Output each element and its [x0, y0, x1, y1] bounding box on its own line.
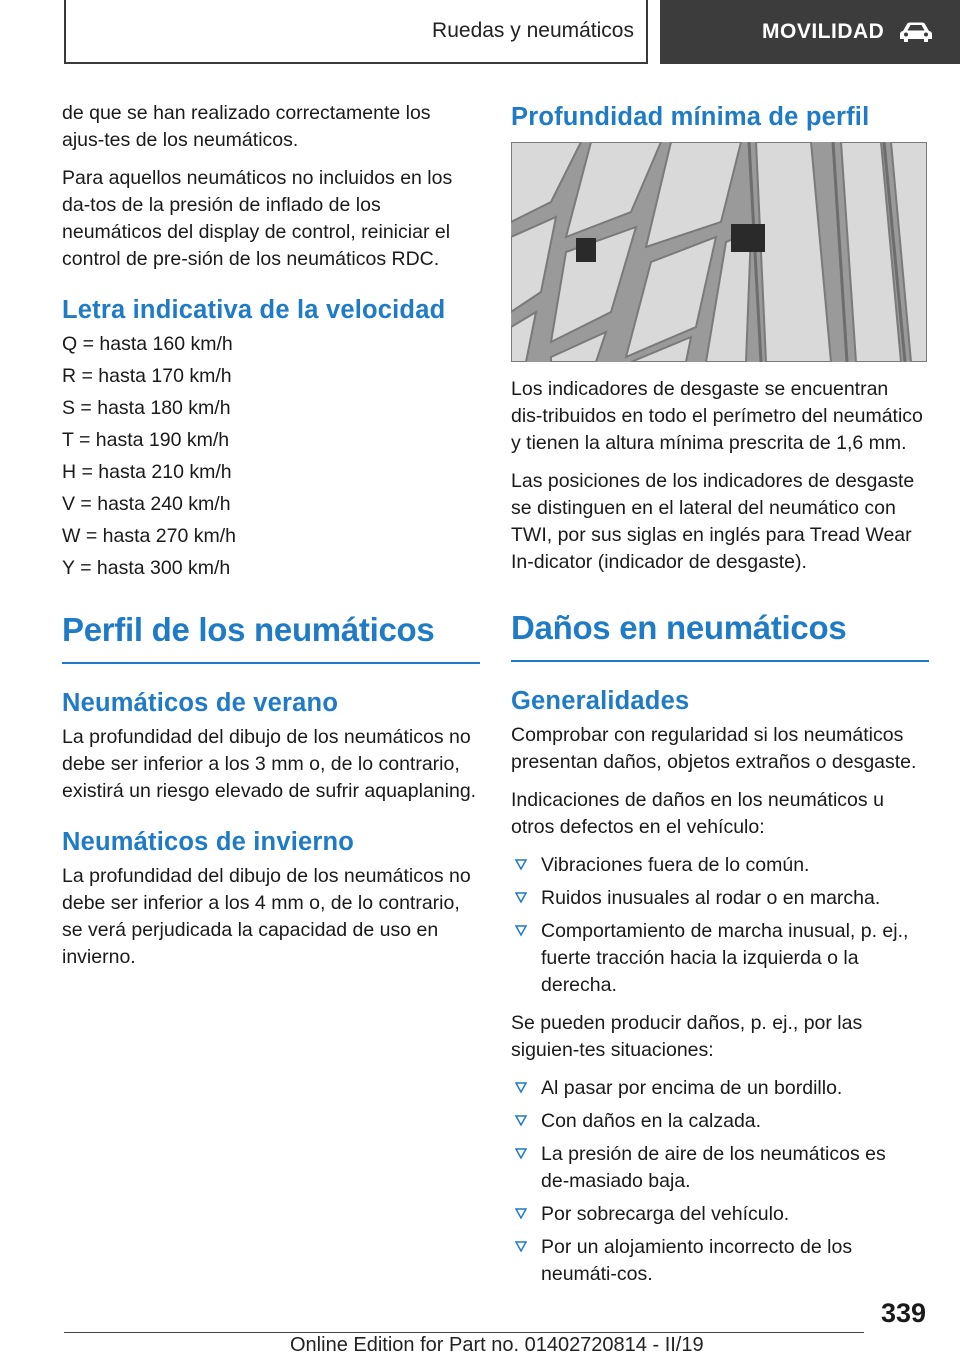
list-item: Por un alojamiento incorrecto de los neumáti‑cos. — [511, 1234, 929, 1288]
list-item: La presión de aire de los neumáticos es de‑masiado baja. — [511, 1141, 929, 1195]
speed-item: S = hasta 180 km/h — [62, 397, 231, 419]
heading-general: Generalidades — [511, 687, 690, 715]
paragraph: de que se han realizado correctamente los ajus‑tes de los neumáticos. — [62, 102, 431, 151]
list-item: Comportamiento de marcha inusual, p. ej., fuerte tracción hacia la izquierda o la derecha. — [511, 918, 929, 999]
chapter-tab — [660, 0, 960, 64]
list-item: Por sobrecarga del vehículo. — [511, 1201, 929, 1228]
triangle-bullet-icon — [515, 1148, 527, 1160]
paragraph: La profundidad del dibujo de los neumáticos no debe ser inferior a los 3 mm o, de lo contrario, existirá un riesgo elevado de sufrir aquaplaning. — [62, 726, 477, 802]
speed-item: R = hasta 170 km/h — [62, 365, 232, 387]
footer-divider — [64, 1332, 864, 1333]
list-item: Con daños en la calzada. — [511, 1108, 929, 1135]
paragraph: La profundidad del dibujo de los neumáticos no debe ser inferior a los 4 mm o, de lo contrario, se verá perjudicada la capacidad de uso en invierno. — [62, 865, 471, 968]
symptom-list — [511, 852, 929, 999]
paragraph: Las posiciones de los indicadores de desgaste se distinguen en el lateral del neumático con TWI, por sus siglas en inglés para Tread Wear In‑dicator (indicador de desgaste). — [511, 470, 915, 573]
triangle-bullet-icon — [515, 1241, 527, 1253]
heading-min-depth: Profundidad mínima de perfil — [511, 103, 870, 131]
speed-item: T = hasta 190 km/h — [62, 429, 230, 451]
triangle-bullet-icon — [515, 1208, 527, 1220]
paragraph: Indicaciones de daños en los neumáticos u otros defectos en el vehículo: — [511, 789, 884, 838]
chapter-title: MOVILIDAD — [762, 20, 885, 43]
heading-tire-profile: Perfil de los neumáticos — [62, 610, 480, 664]
heading-speed-letter: Letra indicativa de la velocidad — [62, 296, 446, 324]
speed-item: V = hasta 240 km/h — [62, 493, 231, 515]
heading-winter-tires: Neumáticos de invierno — [62, 828, 355, 856]
triangle-bullet-icon — [515, 892, 527, 904]
paragraph: Los indicadores de desgaste se encuentran dis‑tribuidos en todo el perímetro del neumático y tienen la altura mínima prescrita de 1,6 mm. — [511, 378, 923, 454]
left-column — [62, 100, 480, 982]
car-icon — [898, 21, 934, 43]
speed-item: Y = hasta 300 km/h — [62, 557, 231, 579]
section-title: Ruedas y neumáticos — [432, 19, 634, 42]
paragraph: Comprobar con regularidad si los neumáticos presentan daños, objetos extraños o desgaste. — [511, 724, 917, 773]
triangle-bullet-icon — [515, 925, 527, 937]
paragraph: Para aquellos neumáticos no incluidos en los da‑tos de la presión de inflado de los neumáticos del display de control, reiniciar el control de pre‑sión de los neumáticos RDC. — [62, 167, 453, 270]
cause-list — [511, 1075, 929, 1288]
list-item: Vibraciones fuera de lo común. — [511, 852, 929, 879]
right-column — [511, 100, 929, 1299]
heading-summer-tires: Neumáticos de verano — [62, 689, 339, 717]
triangle-bullet-icon — [515, 859, 527, 871]
edition-note: Online Edition for Part no. 01402720814 - II/19 — [290, 1334, 704, 1356]
list-item: Ruidos inusuales al rodar o en marcha. — [511, 885, 929, 912]
triangle-bullet-icon — [515, 1082, 527, 1094]
speed-item: Q = hasta 160 km/h — [62, 333, 233, 355]
speed-item: W = hasta 270 km/h — [62, 525, 236, 547]
section-header — [64, 0, 648, 64]
page-number: 339 — [880, 1298, 926, 1328]
speed-item: H = hasta 210 km/h — [62, 461, 232, 483]
triangle-bullet-icon — [515, 1115, 527, 1127]
list-item: Al pasar por encima de un bordillo. — [511, 1075, 929, 1102]
heading-tire-damage: Daños en neumáticos — [511, 608, 929, 662]
tire-tread-illustration — [511, 142, 927, 362]
paragraph: Se pueden producir daños, p. ej., por las siguien‑tes situaciones: — [511, 1012, 863, 1061]
